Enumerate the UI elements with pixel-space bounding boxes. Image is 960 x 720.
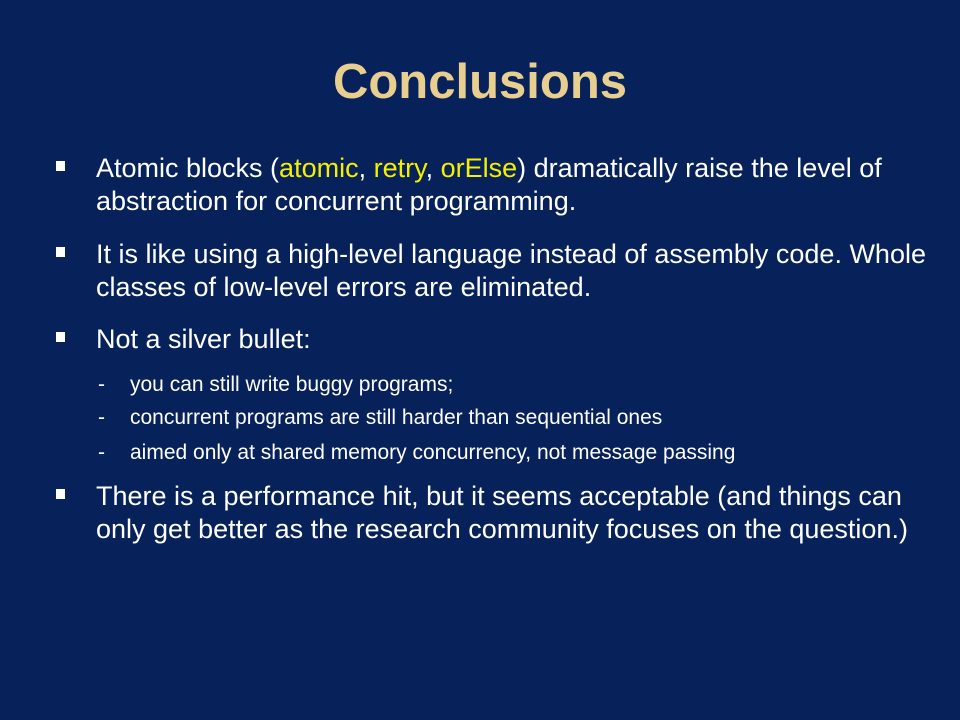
bullet-text-suffix: ) dramatically raise the level of abstraction for concurrent programming. [96,153,882,216]
bullet-text: Not a silver bullet: [96,324,311,354]
bullet-not-silver-bullet [96,323,926,356]
bullet-atomic-blocks [96,152,926,218]
bullet-square-icon [56,247,65,257]
keyword-atomic: atomic [279,153,359,183]
dash-marker: - [98,406,105,429]
sub-item-buggy-programs [98,372,930,398]
separator: , [425,153,441,183]
dash-marker: - [98,373,105,396]
sub-item-shared-memory [98,440,930,466]
bullet-square-icon [56,161,65,171]
separator: , [358,153,374,183]
keyword-retry: retry [373,153,426,183]
bullet-performance-hit [96,480,926,546]
sub-item-harder-than-sequential [98,405,930,431]
bullet-high-level-language [96,238,926,304]
keyword-orelse: orElse [440,153,518,183]
sub-item-text: you can still write buggy programs; [130,373,454,396]
bullet-square-icon [56,332,65,342]
dash-marker: - [98,441,105,464]
sub-item-text: aimed only at shared memory concurrency, not message passing [130,441,736,464]
bullet-square-icon [56,489,65,499]
sub-item-text: concurrent programs are still harder than sequential ones [130,406,663,429]
bullet-text: It is like using a high-level language instead of assembly code. Whole classes of low-level errors are eliminated. [96,239,926,302]
slide-title: Conclusions [332,55,628,109]
bullet-text-prefix: Atomic blocks ( [96,153,280,183]
bullet-text: There is a performance hit, but it seems acceptable (and things can only get better as the research community focuses on the question.) [96,481,908,544]
